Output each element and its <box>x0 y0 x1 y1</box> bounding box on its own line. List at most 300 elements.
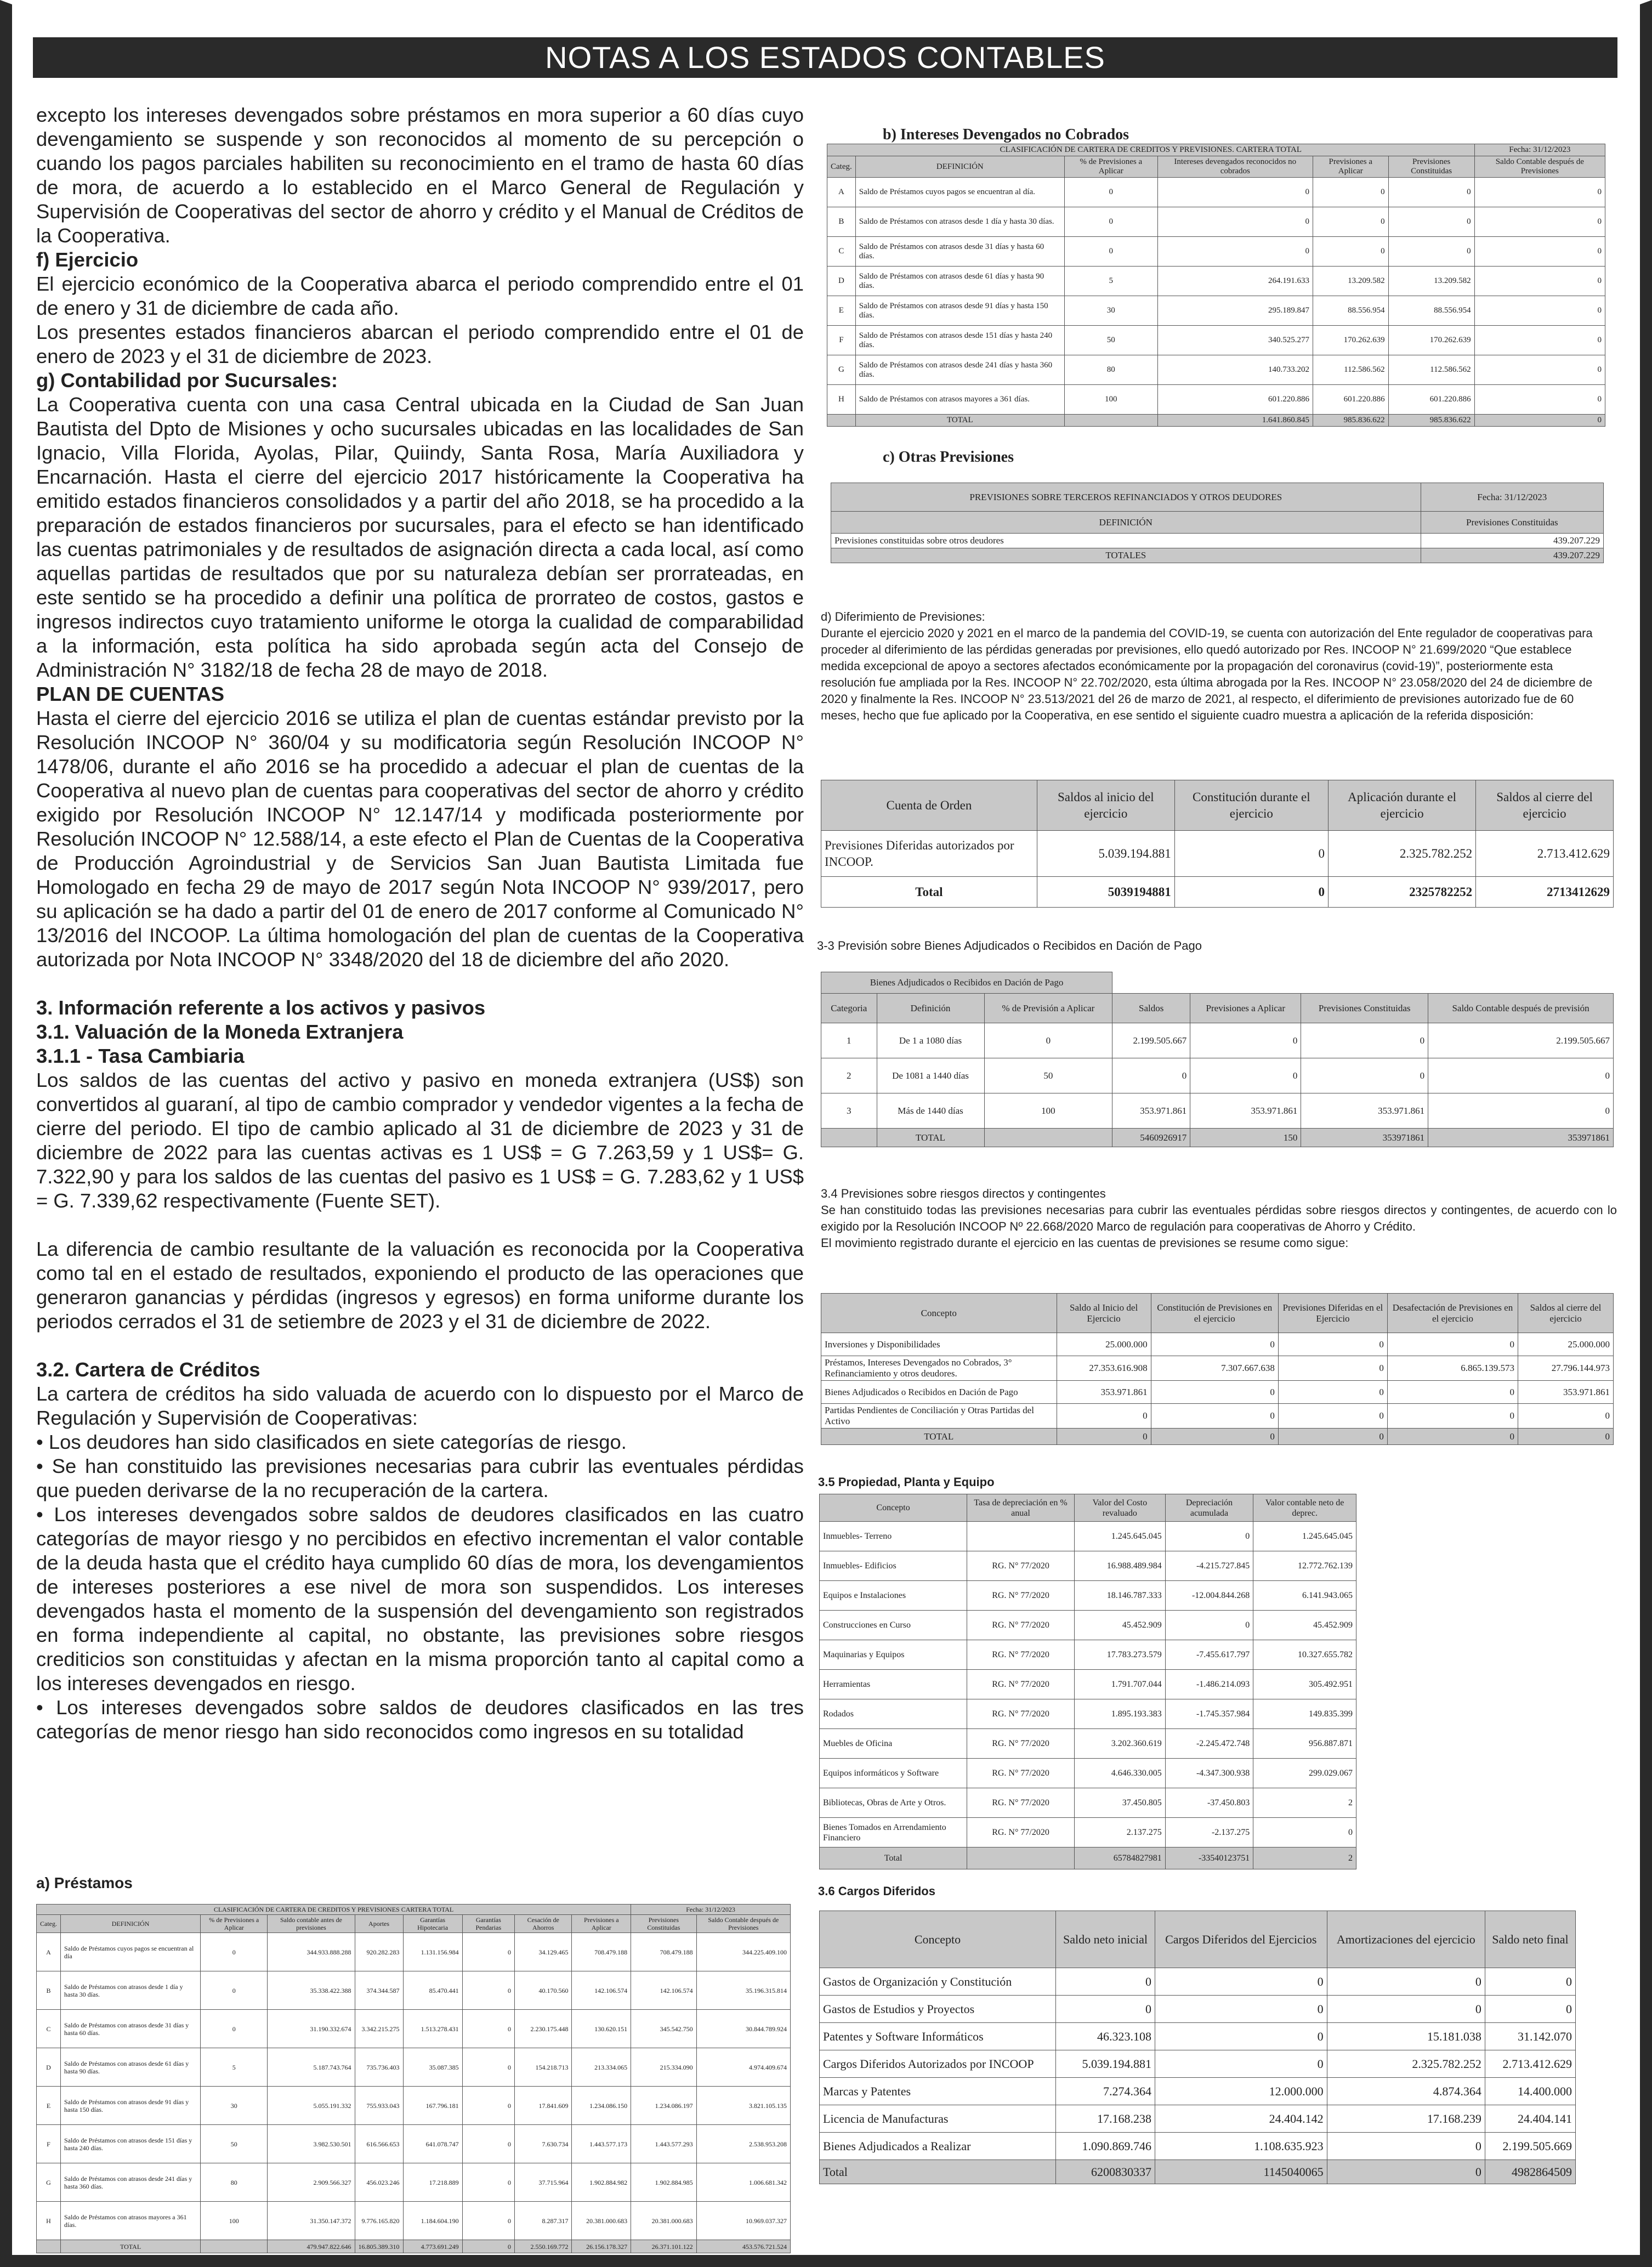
cell: 213.334.065 <box>572 2048 631 2087</box>
cell: -1.745.357.984 <box>1165 1699 1253 1729</box>
cell: 50 <box>984 1058 1112 1093</box>
cell: 7.630.734 <box>514 2125 572 2163</box>
cell: 3.202.360.619 <box>1074 1729 1165 1759</box>
col-header: Concepto <box>820 1494 967 1522</box>
table-row <box>821 1381 1614 1404</box>
cell: 1.902.884.982 <box>572 2163 631 2202</box>
cell: 0 <box>1151 1381 1278 1404</box>
cell: -12.004.844.268 <box>1165 1581 1253 1611</box>
cell: Rodados <box>820 1699 967 1729</box>
cell: 6.141.943.065 <box>1253 1581 1356 1611</box>
cell: Bienes Adjudicados o Recibidos en Dación de Pago <box>821 1381 1057 1404</box>
cell: 0 <box>201 1971 268 2010</box>
cell: 5 <box>201 2048 268 2087</box>
cell: 920.282.283 <box>355 1933 403 1971</box>
cell: 735.736.403 <box>355 2048 403 2087</box>
cell: 5039194881 <box>1037 877 1174 908</box>
cell: 0 <box>1474 267 1605 296</box>
cell: 17.218.889 <box>403 2163 462 2202</box>
diferimiento-title: d) Diferimiento de Previsiones: <box>821 610 985 624</box>
cell: 80 <box>1064 355 1157 385</box>
cell: Equipos e Instalaciones <box>820 1581 967 1611</box>
table-head: CLASIFICACIÓN DE CARTERA DE CREDITOS Y PREVISIONES CARTERA TOTAL <box>37 1905 631 1915</box>
table-row <box>820 1729 1356 1759</box>
cell: 0 <box>462 2125 514 2163</box>
cell: 0 <box>1428 1058 1614 1093</box>
cell: 0 <box>1474 326 1605 355</box>
cell: 1.791.707.044 <box>1074 1670 1165 1699</box>
cell: 35.196.315.814 <box>696 1971 790 2010</box>
cell: C <box>37 2010 61 2048</box>
cell: H <box>37 2202 61 2240</box>
col-header: Garantías Pendarias <box>462 1915 514 1933</box>
cell: 0 <box>1157 178 1313 207</box>
cell: 31.142.070 <box>1485 2023 1575 2050</box>
cell: 353.971.861 <box>1112 1093 1190 1129</box>
cell: 50 <box>1064 326 1157 355</box>
col-header: % de Previsiones a Aplicar <box>1064 156 1157 178</box>
cell: Muebles de Oficina <box>820 1729 967 1759</box>
cell: 708.479.188 <box>631 1933 697 1971</box>
cell: 15.181.038 <box>1327 2023 1485 2050</box>
cell: 2.137.275 <box>1074 1818 1165 1847</box>
table-head: Bienes Adjudicados o Recibidos en Dación de Pago <box>821 972 1112 994</box>
cell: 112.586.562 <box>1313 355 1388 385</box>
cargos-table <box>819 1911 1576 2184</box>
cell: 0 <box>1474 237 1605 267</box>
table-row <box>827 207 1605 237</box>
cell: 31.190.332.674 <box>268 2010 355 2048</box>
cell: Patentes y Software Informáticos <box>820 2023 1056 2050</box>
cell: 0 <box>1387 1404 1518 1429</box>
cell: Saldo de Préstamos con atrasos desde 61 días y hasta 90 días. <box>61 2048 201 2087</box>
col-header: Saldo Contable después de Previsiones <box>1474 156 1605 178</box>
cell: 17.168.239 <box>1327 2105 1485 2133</box>
cell: 1.131.156.984 <box>403 1933 462 1971</box>
diferimiento-text: Durante el ejercicio 2020 y 2021 en el marco de la pandemia del COVID-19, se cuenta con autorización del Ente regulador de cooperativas para proceder al diferimiento de las pérdidas generadas por previsiones, ello quedó autorizado por Res. INCOOP N° 21.699/2020 “Que establece medida excepcional de apoyo a sectores afectados económicamente por la propagación del coronavirus (covid-19)”, posteriormente esta resolución fue ampliada por la Res. INCOOP N° 22.702/2020, esta última abrogada por la Res. INCOOP N° 23.058/2020 del 24 de diciembre de 2020 y finalmente la Res. INCOOP N° 23.513/2021 del 26 de marzo de 2021, al respecto, el diferimiento de previsiones autorizado fue de 60 meses, hecho que fue aplicado por la Cooperativa, en ese sentido el siguiente cuadro muestra a aplicación de la referida disposición: <box>821 626 1593 722</box>
cell: 170.262.639 <box>1388 326 1474 355</box>
table-row <box>37 2048 791 2087</box>
cell: 5 <box>1064 267 1157 296</box>
cell: Saldo de Préstamos con atrasos desde 31 días y hasta 60 días. <box>855 237 1064 267</box>
page-banner: NOTAS A LOS ESTADOS CONTABLES <box>33 37 1617 78</box>
cell: 0 <box>1278 1381 1387 1404</box>
heading-activos-pasivos: 3. Información referente a los activos y pasivos <box>36 996 486 1019</box>
col-header: Cargos Diferidos del Ejercicios <box>1155 1911 1327 1968</box>
prestamos-section <box>36 1874 133 1892</box>
cell: TOTALES <box>831 548 1421 563</box>
cell: 0 <box>1301 1058 1428 1093</box>
cell: 0 <box>1387 1381 1518 1404</box>
cell: 0 <box>462 2163 514 2202</box>
cell: 142.106.574 <box>572 1971 631 2010</box>
table-row <box>820 2023 1576 2050</box>
cell: 4.874.364 <box>1327 2078 1485 2105</box>
paragraph: La Cooperativa cuenta con una casa Central ubicada en la Ciudad de San Juan Bautista del Dpto de Misiones y ocho sucursales ubicadas en las localidades de San Ignacio, Villa Florida, Ayolas, Pilar, Quiindy, Santa Rosa, María Auxiliadora y Encarnación. Hasta el cierre del ejercicio 2017 históricamente la Cooperativa ha emitido estados financieros consolidados y a partir del año 2018, se ha procedido a la preparación de estados financieros por sucursales, para el efecto se han identificado las cuentas patrimoniales y de resultados de asignación directa a cada local, así como aquellas partidas de resultados que por su naturaleza debían ser prorrateadas, en este sentido se ha procedido a definir una política de prorrateo de costos, gastos e ingresos indirectos cuyo tratamiento uniforme le otorga la cualidad de comparabilidad a la información, esta política ha sido aprobada según acta del Consejo de Administración N° 3182/18 de fecha 28 de mayo de 2018. <box>36 393 804 681</box>
cell: 30 <box>201 2087 268 2125</box>
cell: 439.207.229 <box>1421 548 1603 563</box>
cell: Total <box>820 1847 967 1869</box>
cell: F <box>827 326 856 355</box>
cell: 0 <box>1313 207 1388 237</box>
cell: 0 <box>1278 1333 1387 1356</box>
cell: RG. N° 77/2020 <box>967 1818 1075 1847</box>
cell: 24.404.142 <box>1155 2105 1327 2133</box>
table-row <box>827 296 1605 326</box>
cell: Gastos de Estudios y Proyectos <box>820 1996 1056 2023</box>
cell: 130.620.151 <box>572 2010 631 2048</box>
col-header: % de Previsiones a Aplicar <box>201 1915 268 1933</box>
cell: 0 <box>1474 415 1605 427</box>
cell: 0 <box>201 1933 268 1971</box>
cell: 0 <box>1278 1429 1387 1445</box>
cell: 14.400.000 <box>1485 2078 1575 2105</box>
cell: Inmuebles- Edificios <box>820 1551 967 1581</box>
cell: Bienes Tomados en Arrendamiento Financiero <box>820 1818 967 1847</box>
cell: 0 <box>1388 237 1474 267</box>
cell: Saldo de Préstamos con atrasos desde 151 días y hasta 240 días. <box>855 326 1064 355</box>
table-row <box>827 178 1605 207</box>
cell: 35.338.422.388 <box>268 1971 355 2010</box>
cell: 2325782252 <box>1329 877 1476 908</box>
cell: Bienes Adjudicados a Realizar <box>820 2133 1056 2160</box>
cell: 140.733.202 <box>1157 355 1313 385</box>
table-row <box>820 2050 1576 2078</box>
cell: A <box>37 1933 61 1971</box>
otras-title: c) Otras Previsiones <box>883 449 1014 466</box>
col-header: Saldo Contable después de Previsiones <box>696 1915 790 1933</box>
cell: A <box>827 178 856 207</box>
cell: Saldo de Préstamos con atrasos desde 1 día y hasta 30 días. <box>61 1971 201 2010</box>
cell: -7.455.617.797 <box>1165 1640 1253 1670</box>
cell: D <box>827 267 856 296</box>
cell <box>967 1847 1075 1869</box>
cell: Saldo de Préstamos con atrasos desde 241 días y hasta 360 días. <box>855 355 1064 385</box>
table-row <box>827 326 1605 355</box>
cell: Más de 1440 días <box>877 1093 984 1129</box>
cell: 0 <box>1387 1429 1518 1445</box>
col-header: Concepto <box>821 1294 1057 1333</box>
cell: Maquinarias y Equipos <box>820 1640 967 1670</box>
cell: 0 <box>1474 207 1605 237</box>
cell: 2.909.566.327 <box>268 2163 355 2202</box>
cargos-title: 3.6 Cargos Diferidos <box>818 1884 935 1898</box>
cell: 5.039.194.881 <box>1055 2050 1155 2078</box>
cell: 13.209.582 <box>1388 267 1474 296</box>
intereses-table <box>827 144 1605 427</box>
cell: -2.245.472.748 <box>1165 1729 1253 1759</box>
cell: 1.443.577.173 <box>572 2125 631 2163</box>
cell: RG. N° 77/2020 <box>967 1699 1075 1729</box>
cell: Gastos de Organización y Constitución <box>820 1968 1056 1996</box>
paragraph: Hasta el cierre del ejercicio 2016 se utiliza el plan de cuentas estándar previsto por la Resolución INCOOP N° 360/04 y su modificatoria según Resolución INCOOP N° 1478/06, durante el año 2016 se ha procedido a adecuar el plan de cuentas de la Cooperativa al nuevo plan de cuentas para cooperativas del sector de ahorro y crédito exigido por Resolución INCOOP N° 12.147/14 y modificada posteriormente por Resolución INCOOP N° 12.588/14, a este efecto el Plan de Cuentas de la Cooperativa de Producción Agroindustrial y de Servicios San Juan Bautista Limitada fue Homologado en fecha 29 de mayo de 2017 según Nota INCOOP N° 939/2017, pero su aplicación se ha dado a partir del 01 de enero de 2017 conforme al Comunicado N° 13/2016 del INCOOP. La última homologación del plan de cuentas de la Cooperativa autorizada por Nota INCOOP N° 3348/2020 del 18 de diciembre del año 2020. <box>36 707 804 971</box>
cell: 80 <box>201 2163 268 2202</box>
cell: 0 <box>1387 1333 1518 1356</box>
col-header: Categoria <box>821 994 877 1023</box>
cell: TOTAL <box>877 1129 984 1147</box>
cell: 17.841.609 <box>514 2087 572 2125</box>
cell: TOTAL <box>61 2240 201 2253</box>
col-header: Aplicación durante el ejercicio <box>1329 780 1476 831</box>
col-header: Previsiones Constituidas <box>1421 512 1603 534</box>
cell: Inversiones y Disponibilidades <box>821 1333 1057 1356</box>
cell <box>967 1522 1075 1551</box>
cell: 2 <box>1253 1847 1356 1869</box>
cell: 167.796.181 <box>403 2087 462 2125</box>
riesgos-table <box>821 1293 1614 1445</box>
cell: 0 <box>1155 2023 1327 2050</box>
cell: 1.090.869.746 <box>1055 2133 1155 2160</box>
cell: 0 <box>462 2202 514 2240</box>
cell: 27.796.144.973 <box>1518 1356 1614 1381</box>
cell: RG. N° 77/2020 <box>967 1729 1075 1759</box>
col-header: Concepto <box>820 1911 1056 1968</box>
cell: Herramientas <box>820 1670 967 1699</box>
cell: 12.772.762.139 <box>1253 1551 1356 1581</box>
cell: Licencia de Manufacturas <box>820 2105 1056 2133</box>
table-row <box>820 2105 1576 2133</box>
col-header: Constitución durante el ejercicio <box>1174 780 1328 831</box>
cell: 1.245.645.045 <box>1253 1522 1356 1551</box>
col-header: DEFINICIÓN <box>855 156 1064 178</box>
cell: Cargos Diferidos Autorizados por INCOOP <box>820 2050 1056 2078</box>
paragraph: Los saldos de las cuentas del activo y pasivo en moneda extranjera (US$) son convertidos al guaraní, al tipo de cambio comprador y vendedor vigentes a la fecha de cierre del periodo. El tipo de cambio aplicado al 31 de diciembre de 2023 y 31 de diciembre de 2022 para las cuentas activas es 1 US$ = G 7.263,59 y 1 US$= G. 7.322,90 y para los saldos de las cuentas del pasivo es 1 US$ = G. 7.283,62 y 1 US$ = G. 7.339,62 respectivamente (Fuente SET). <box>36 1069 804 1212</box>
cell: 6200830337 <box>1055 2160 1155 2184</box>
cell: 0 <box>1278 1356 1387 1381</box>
cell: 601.220.886 <box>1313 385 1388 415</box>
col-header: Valor contable neto de deprec. <box>1253 1494 1356 1522</box>
col-header: Previsiones Constituidas <box>1388 156 1474 178</box>
cell: 37.450.805 <box>1074 1788 1165 1818</box>
cell: 0 <box>1155 2050 1327 2078</box>
cell: 100 <box>1064 385 1157 415</box>
table-row <box>820 1996 1576 2023</box>
cell: Marcas y Patentes <box>820 2078 1056 2105</box>
cell: RG. N° 77/2020 <box>967 1640 1075 1670</box>
cell: 616.566.653 <box>355 2125 403 2163</box>
intereses-title: b) Intereses Devengados no Cobrados <box>883 126 1129 143</box>
ppe-table <box>819 1494 1356 1869</box>
cell: 18.146.787.333 <box>1074 1581 1165 1611</box>
col-header: Definición <box>877 994 984 1023</box>
col-header: Valor del Costo revaluado <box>1074 1494 1165 1522</box>
col-header: DEFINICIÓN <box>61 1915 201 1933</box>
cell: 2 <box>1253 1788 1356 1818</box>
cell: 0 <box>1190 1058 1301 1093</box>
cell: 0 <box>1157 237 1313 267</box>
cell: -4.347.300.938 <box>1165 1759 1253 1788</box>
col-header: Amortizaciones del ejercicio <box>1327 1911 1485 1968</box>
riesgos-block <box>821 1186 1617 1251</box>
cell: 4982864509 <box>1485 2160 1575 2184</box>
cell: 0 <box>1313 178 1388 207</box>
cell: Construcciones en Curso <box>820 1611 967 1640</box>
cell: 88.556.954 <box>1313 296 1388 326</box>
cell <box>37 2240 61 2253</box>
cell: C <box>827 237 856 267</box>
cell: 7.307.667.638 <box>1151 1356 1278 1381</box>
cell: 479.947.822.646 <box>268 2240 355 2253</box>
cell: 344.933.888.288 <box>268 1933 355 1971</box>
cell: 4.974.409.674 <box>696 2048 790 2087</box>
cell: D <box>37 2048 61 2087</box>
table-date: Fecha: 31/12/2023 <box>1474 144 1605 156</box>
col-header: Saldo neto final <box>1485 1911 1575 1968</box>
cell: Equipos informáticos y Software <box>820 1759 967 1788</box>
table-row <box>820 1551 1356 1581</box>
cell: Préstamos, Intereses Devengados no Cobrados, 3° Refinanciamiento y otros deudores. <box>821 1356 1057 1381</box>
cell: 3.342.215.275 <box>355 2010 403 2048</box>
cell: Total <box>820 2160 1056 2184</box>
table-row <box>37 1971 791 2010</box>
cell: De 1 a 1080 días <box>877 1023 984 1058</box>
cell: 0 <box>1253 1818 1356 1847</box>
bienes-title: 3-3 Previsión sobre Bienes Adjudicados o Recibidos en Dación de Pago <box>817 939 1202 953</box>
cell: 0 <box>462 2087 514 2125</box>
cell: 31.350.147.372 <box>268 2202 355 2240</box>
cell: 0 <box>1327 1968 1485 1996</box>
bienes-table <box>821 972 1614 1147</box>
total-row <box>827 415 1605 427</box>
cell: 1.184.604.190 <box>403 2202 462 2240</box>
cell: 2.230.175.448 <box>514 2010 572 2048</box>
cell: 1.443.577.293 <box>631 2125 697 2163</box>
table-row <box>827 267 1605 296</box>
cell: 112.586.562 <box>1388 355 1474 385</box>
cell: 0 <box>1388 207 1474 237</box>
cell: 340.525.277 <box>1157 326 1313 355</box>
cell: 100 <box>984 1093 1112 1129</box>
cell: 17.783.273.579 <box>1074 1640 1165 1670</box>
cell: 295.189.847 <box>1157 296 1313 326</box>
cell: 0 <box>1474 178 1605 207</box>
cell: 24.404.141 <box>1485 2105 1575 2133</box>
cell: 0 <box>1151 1404 1278 1429</box>
cell: RG. N° 77/2020 <box>967 1670 1075 1699</box>
cell: 10.327.655.782 <box>1253 1640 1356 1670</box>
cell: 0 <box>1428 1093 1614 1129</box>
cell: 45.452.909 <box>1253 1611 1356 1640</box>
heading-ejercicio: f) Ejercicio <box>36 248 139 271</box>
cell <box>821 1129 877 1147</box>
cell: 16.988.489.984 <box>1074 1551 1165 1581</box>
cell: 215.334.090 <box>631 2048 697 2087</box>
cell: 985.836.622 <box>1388 415 1474 427</box>
table-head: CLASIFICACIÓN DE CARTERA DE CREDITOS Y PREVISIONES. CARTERA TOTAL <box>827 144 1475 156</box>
prestamos-table <box>36 1904 791 2253</box>
cell: 305.492.951 <box>1253 1670 1356 1699</box>
cell: Saldo de Préstamos con atrasos desde 1 día y hasta 30 días. <box>855 207 1064 237</box>
col-header: Previsiones a Aplicar <box>1190 994 1301 1023</box>
prestamos-title: a) Préstamos <box>36 1874 133 1891</box>
col-header: Tasa de depreciación en % anual <box>967 1494 1075 1522</box>
cell: 601.220.886 <box>1157 385 1313 415</box>
table-row <box>820 1611 1356 1640</box>
table-head: PREVISIONES SOBRE TERCEROS REFINANCIADOS Y OTROS DEUDORES <box>831 483 1421 512</box>
cell: 0 <box>462 2048 514 2087</box>
heading-cartera-creditos: 3.2. Cartera de Créditos <box>36 1358 260 1381</box>
cell: 0 <box>1474 385 1605 415</box>
cell: 26.156.178.327 <box>572 2240 631 2253</box>
cell: 0 <box>1112 1058 1190 1093</box>
cell: 353.971.861 <box>1057 1381 1151 1404</box>
cell: 2.713.412.629 <box>1485 2050 1575 2078</box>
table-row <box>820 1968 1576 1996</box>
cell: 27.353.616.908 <box>1057 1356 1151 1381</box>
col-header: Saldos al inicio del ejercicio <box>1037 780 1174 831</box>
table-row <box>820 2078 1576 2105</box>
cell: 4.773.691.249 <box>403 2240 462 2253</box>
cell: 0 <box>1485 1968 1575 1996</box>
paragraph: Los presentes estados financieros abarcan el periodo comprendido entre el 01 de enero de 2023 y el 31 de diciembre de 2023. <box>36 321 804 367</box>
col-header: Saldo neto inicial <box>1055 1911 1155 1968</box>
table-row <box>820 1522 1356 1551</box>
cell: 1145040065 <box>1155 2160 1327 2184</box>
cell: 0 <box>1165 1611 1253 1640</box>
cell: 35.087.385 <box>403 2048 462 2087</box>
cell: 8.287.317 <box>514 2202 572 2240</box>
col-header: Previsiones Constituidas <box>631 1915 697 1933</box>
cell: 88.556.954 <box>1388 296 1474 326</box>
cell: RG. N° 77/2020 <box>967 1581 1075 1611</box>
cell: 50 <box>201 2125 268 2163</box>
cell: Partidas Pendientes de Conciliación y Otras Partidas del Activo <box>821 1404 1057 1429</box>
table-row <box>827 385 1605 415</box>
cell: De 1081 a 1440 días <box>877 1058 984 1093</box>
cell: 453.576.721.524 <box>696 2240 790 2253</box>
cell: 20.381.000.683 <box>572 2202 631 2240</box>
cell: 353.971.861 <box>1518 1381 1614 1404</box>
col-header: Saldos al cierre del ejercicio <box>1518 1294 1614 1333</box>
cell: TOTAL <box>821 1429 1057 1445</box>
table-row <box>821 1023 1614 1058</box>
cell: 641.078.747 <box>403 2125 462 2163</box>
cell: H <box>827 385 856 415</box>
cell: 0 <box>1057 1429 1151 1445</box>
cell: 2.325.782.252 <box>1329 831 1476 877</box>
cell: 601.220.886 <box>1388 385 1474 415</box>
cell: 1.902.884.985 <box>631 2163 697 2202</box>
cell: 40.170.560 <box>514 1971 572 2010</box>
cell: 1.234.086.197 <box>631 2087 697 2125</box>
cell: 1.513.278.431 <box>403 2010 462 2048</box>
cell: 0 <box>1151 1333 1278 1356</box>
col-header: Saldo Contable después de previsión <box>1428 994 1614 1023</box>
cell: 708.479.188 <box>572 1933 631 1971</box>
cell: 0 <box>1055 1996 1155 2023</box>
cell: 264.191.633 <box>1157 267 1313 296</box>
cell: E <box>827 296 856 326</box>
total-row <box>821 1129 1614 1147</box>
cell: 3.982.530.501 <box>268 2125 355 2163</box>
table-row <box>37 2010 791 2048</box>
cell: 17.168.238 <box>1055 2105 1155 2133</box>
cell: 345.542.750 <box>631 2010 697 2048</box>
col-header: Intereses devengados reconocidos no cobrados <box>1157 156 1313 178</box>
diferimiento-table <box>821 780 1614 908</box>
cell: 170.262.639 <box>1313 326 1388 355</box>
cell: Saldo de Préstamos cuyos pagos se encuentran al día. <box>855 178 1064 207</box>
cell: 3.821.105.135 <box>696 2087 790 2125</box>
cell: 456.023.246 <box>355 2163 403 2202</box>
cell: 2.199.505.667 <box>1428 1023 1614 1058</box>
table-row <box>37 1933 791 1971</box>
cell: RG. N° 77/2020 <box>967 1611 1075 1640</box>
cell: Total <box>821 877 1037 908</box>
table-date: Fecha: 31/12/2023 <box>1421 483 1603 512</box>
cell: Bibliotecas, Obras de Arte y Otros. <box>820 1788 967 1818</box>
cell: 299.029.067 <box>1253 1759 1356 1788</box>
